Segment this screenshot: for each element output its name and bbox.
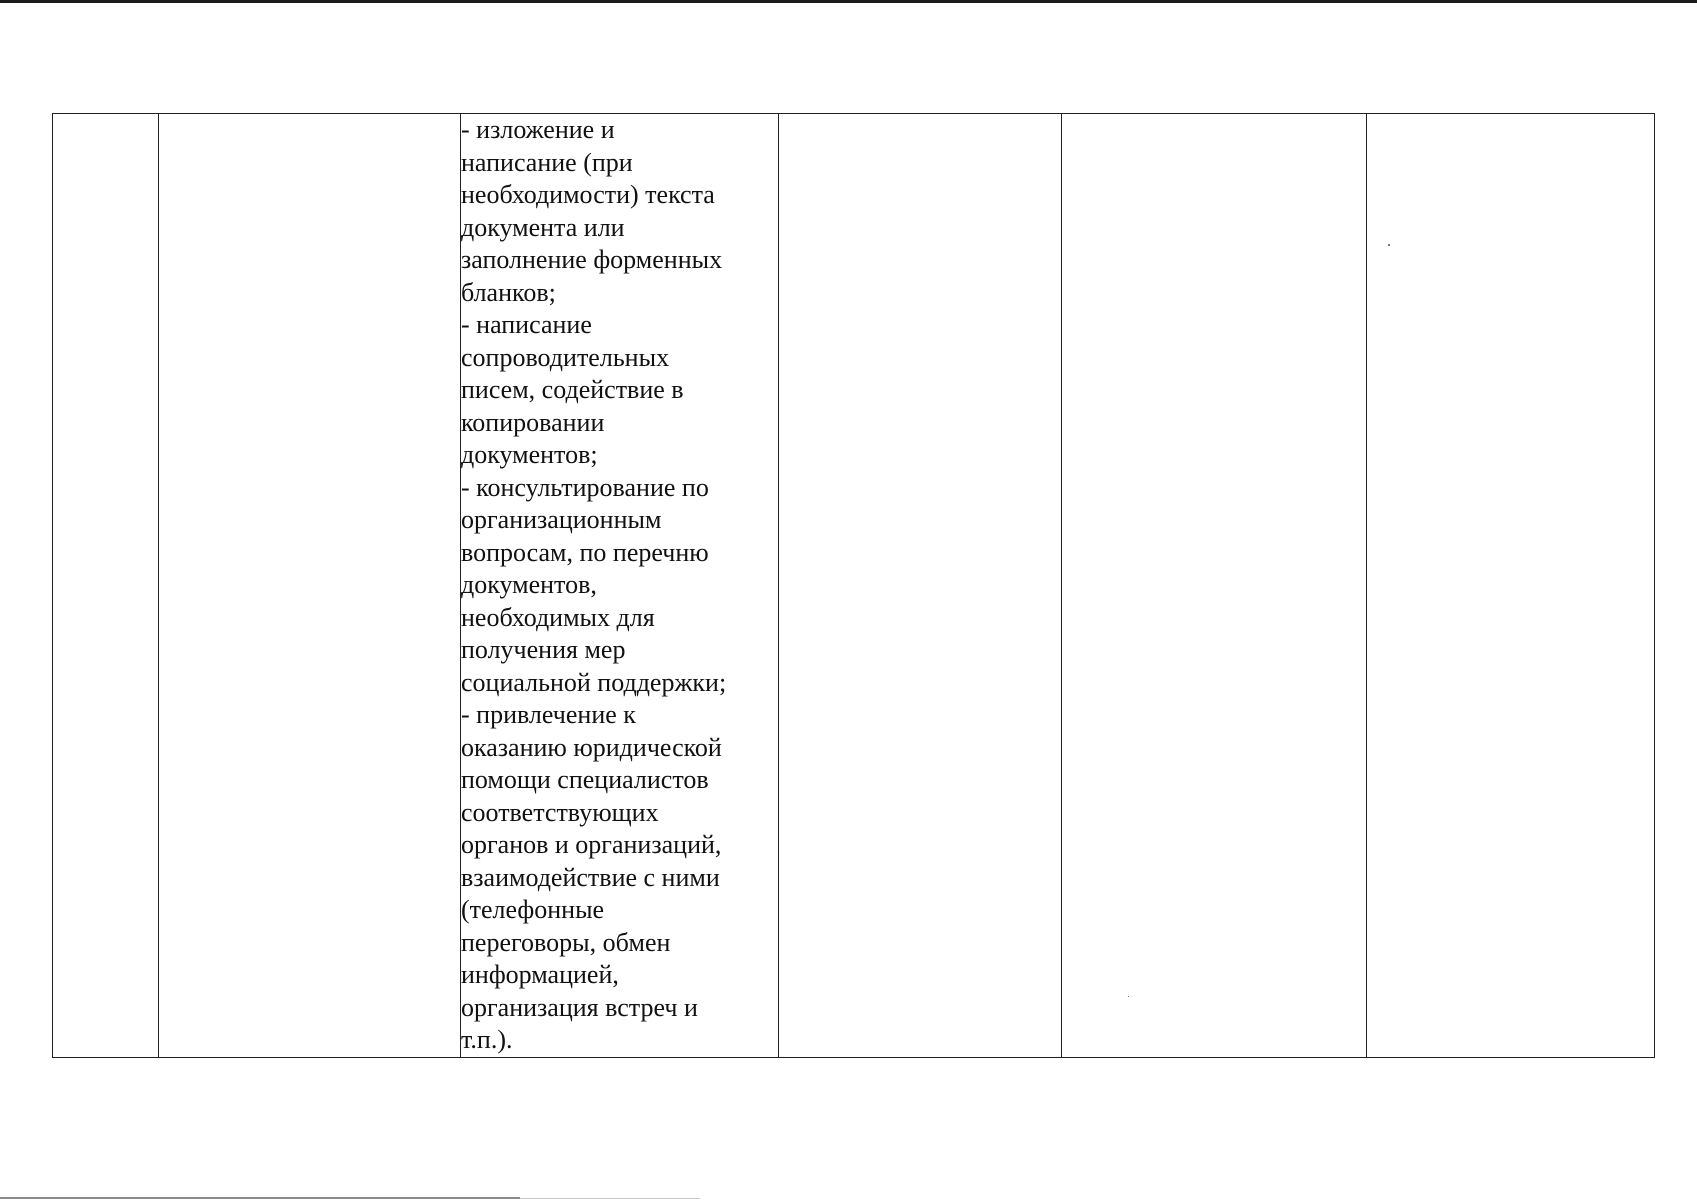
text-line: (телефонные [461,895,605,924]
text-line: сопроводительных [461,342,670,372]
cell-text-block [461,114,778,1057]
text-line: бланков; [461,277,556,307]
text-line: - написание [461,310,592,339]
table-cell-col1-empty [53,114,159,1058]
table-cell-col6-empty [1367,114,1655,1058]
text-line: документов; [461,440,598,469]
text-line: организация встреч и [461,992,698,1022]
text-line: заполнение форменных [461,245,723,274]
text-line: взаимодействие с ними [461,862,720,892]
text-line: получения мер [461,635,626,664]
table-cell-col3-text [461,114,779,1058]
text-line: информацией, [461,960,619,989]
text-line: соответствующих [461,797,659,827]
scan-bottom-edge [0,1197,520,1199]
text-line: копировании [461,407,605,437]
text-line: документов, [461,570,597,599]
scan-top-edge [0,0,1697,3]
text-line: документа или [461,212,625,242]
table-row [53,114,1655,1058]
scan-speck [1388,244,1390,246]
scan-speck [1128,996,1129,997]
table-cell-col2-empty [159,114,461,1058]
table-cell-col4-empty [779,114,1062,1058]
text-line: - консультирование по [461,472,709,502]
text-line: органов и организаций, [461,830,722,859]
text-line: организационным [461,505,662,534]
scan-bottom-edge-faint [520,1198,700,1199]
text-line: социальной поддержки; [461,667,727,697]
text-line: переговоры, обмен [461,927,671,957]
text-line: необходимости) текста [461,180,715,209]
text-line: необходимых для [461,602,655,632]
text-line: т.п.). [461,1025,513,1054]
text-line: - привлечение к [461,700,636,729]
text-line: оказанию юридической [461,732,722,762]
text-line: вопросам, по перечню [461,537,709,567]
document-table [52,113,1655,1058]
text-line: писем, содействие в [461,375,684,404]
text-line: написание (при [461,147,633,177]
text-line: помощи специалистов [461,765,709,794]
text-line: - изложение и [461,115,615,144]
table-cell-col5-empty [1062,114,1367,1058]
